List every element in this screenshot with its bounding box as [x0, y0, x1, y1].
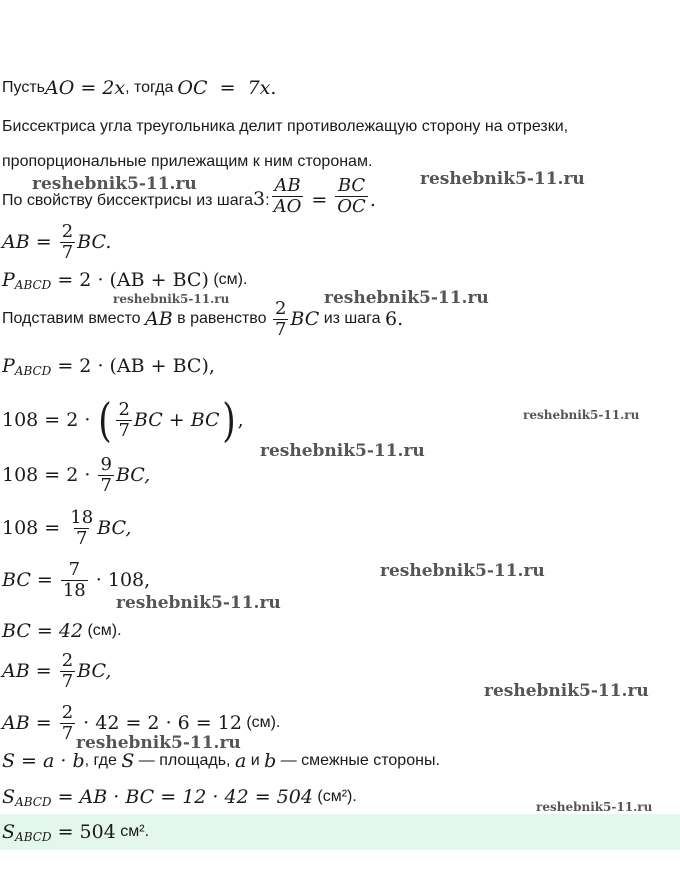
text: , тогда	[125, 79, 174, 96]
punct: ,	[237, 409, 244, 431]
line-perimeter-formula	[2, 270, 247, 290]
math: BC.	[77, 231, 112, 253]
numerator: BC	[337, 176, 366, 196]
unit: (см).	[241, 714, 281, 731]
fraction-2-7	[116, 400, 131, 441]
fraction-2-7	[60, 703, 75, 744]
text: и	[246, 752, 265, 769]
numerator: 7	[68, 558, 81, 580]
numerator: AB	[274, 176, 301, 196]
watermark-text: reshebnik5-11.ru	[523, 408, 640, 422]
line-final-answer	[2, 822, 149, 842]
watermark-text: reshebnik5-11.ru	[380, 561, 545, 581]
math: BC + BC	[133, 409, 220, 431]
fraction-2-7	[60, 222, 75, 263]
fraction-ab-ao	[272, 176, 304, 220]
math: S	[2, 821, 16, 843]
text: — смежные стороны.	[276, 752, 440, 769]
text: Подставим вместо	[2, 310, 146, 327]
equals: =	[311, 189, 328, 211]
unit: (см).	[83, 622, 122, 639]
watermark-text: reshebnik5-11.ru	[260, 441, 425, 461]
math: = 2 · (AB + BC),	[51, 355, 215, 377]
math: 108 =	[2, 517, 67, 539]
numerator: 2	[61, 701, 74, 723]
denominator: 7	[75, 527, 88, 549]
denominator: 7	[61, 670, 74, 692]
math: BC = 42	[2, 620, 84, 642]
punct: .	[369, 189, 376, 211]
math: S	[121, 750, 135, 772]
line-area-formula	[2, 751, 440, 771]
watermark-text: reshebnik5-11.ru	[32, 174, 197, 194]
watermark-text: reshebnik5-11.ru	[484, 681, 649, 701]
text: пропорциональные прилежащим к ним сторонам.	[2, 153, 373, 170]
line-bisector-rule-1	[2, 117, 568, 137]
watermark-text: reshebnik5-11.ru	[116, 593, 281, 613]
text: в равенство	[172, 310, 271, 327]
line-perimeter-restated	[2, 356, 215, 376]
line-area-computation	[2, 787, 357, 807]
text: — площадь,	[134, 752, 235, 769]
denominator: 7	[274, 318, 287, 340]
math-oc: OC = 7x	[177, 77, 271, 99]
numerator: 2	[118, 398, 130, 420]
watermark-text: reshebnik5-11.ru	[536, 800, 653, 814]
math: S	[2, 786, 16, 808]
fraction-bc-oc	[335, 176, 368, 220]
denominator: 7	[118, 419, 130, 441]
denominator: AO	[273, 196, 302, 217]
fraction-9-7	[98, 455, 113, 496]
denominator: 7	[61, 722, 74, 744]
denominator: 7	[100, 474, 112, 496]
math: BC,	[77, 660, 112, 682]
math: b	[264, 750, 277, 772]
text: Биссектриса угла треугольника делит противолежащую сторону на отрезки,	[2, 118, 569, 135]
subscript: ABCD	[15, 830, 52, 844]
line-bisector-rule-2	[2, 152, 372, 172]
math: = AB · BC = 12 · 42 = 504	[51, 786, 313, 808]
math: 108 = 2 ·	[2, 409, 97, 431]
fraction-2-7	[60, 651, 75, 692]
text: Пусть	[2, 79, 45, 96]
punct: .	[270, 77, 277, 99]
math: = 2 · (AB + BC)	[51, 269, 209, 291]
subscript: ABCD	[15, 795, 52, 809]
denominator: 18	[62, 579, 86, 601]
text: , где	[84, 752, 122, 769]
watermark-text: reshebnik5-11.ru	[113, 292, 230, 306]
line-ab-restated	[2, 648, 111, 694]
watermark-text: reshebnik5-11.ru	[324, 288, 489, 308]
math: AB =	[2, 231, 58, 253]
step-ref: 6	[385, 308, 398, 330]
denominator: OC	[337, 196, 366, 217]
text: из шага	[319, 310, 385, 327]
math-ao: AO = 2x	[44, 77, 126, 99]
fraction-18-7	[68, 508, 95, 549]
line-bc-value	[2, 621, 122, 641]
fraction-2-7	[273, 299, 288, 340]
math: a	[234, 750, 247, 772]
line-108-eighteen-sevenths	[2, 505, 131, 551]
fraction-7-18	[61, 560, 88, 601]
punct: .	[397, 308, 404, 330]
unit: (см).	[208, 271, 248, 288]
numerator: 2	[61, 649, 74, 671]
punct: :	[265, 192, 270, 209]
unit: см².	[115, 823, 150, 840]
open-paren: (	[98, 393, 113, 447]
math: AB =	[2, 712, 58, 734]
math: S = a · b	[2, 750, 85, 772]
line-let-ao	[2, 78, 276, 98]
numerator: 9	[100, 453, 112, 475]
unit: (см²).	[312, 788, 357, 805]
line-ab-equals	[2, 219, 111, 265]
line-108-nine-sevenths	[2, 452, 150, 498]
close-paren: )	[221, 393, 236, 447]
numerator: 18	[70, 506, 94, 528]
watermark-text: reshebnik5-11.ru	[76, 733, 241, 753]
math: P	[2, 355, 15, 377]
numerator: 2	[61, 220, 74, 242]
math: AB =	[2, 660, 58, 682]
subscript: ABCD	[14, 278, 52, 292]
math: P	[2, 269, 15, 291]
line-108-substituted	[2, 394, 244, 446]
step-ref: 3	[253, 188, 266, 210]
numerator: 2	[274, 297, 287, 319]
watermark-text: reshebnik5-11.ru	[420, 169, 585, 189]
math: BC,	[115, 464, 151, 486]
subscript: ABCD	[14, 364, 52, 378]
denominator: 7	[61, 241, 74, 263]
math: BC,	[97, 517, 132, 539]
math: BC =	[2, 569, 59, 591]
math: = 504	[51, 821, 116, 843]
math: BC	[290, 308, 320, 330]
math: 108 = 2 ·	[2, 464, 97, 486]
text: По свойству биссектрисы из шага	[2, 192, 254, 209]
math: · 42 = 2 · 6 = 12	[77, 712, 242, 734]
math: AB	[145, 308, 173, 330]
math: · 108,	[89, 569, 151, 591]
